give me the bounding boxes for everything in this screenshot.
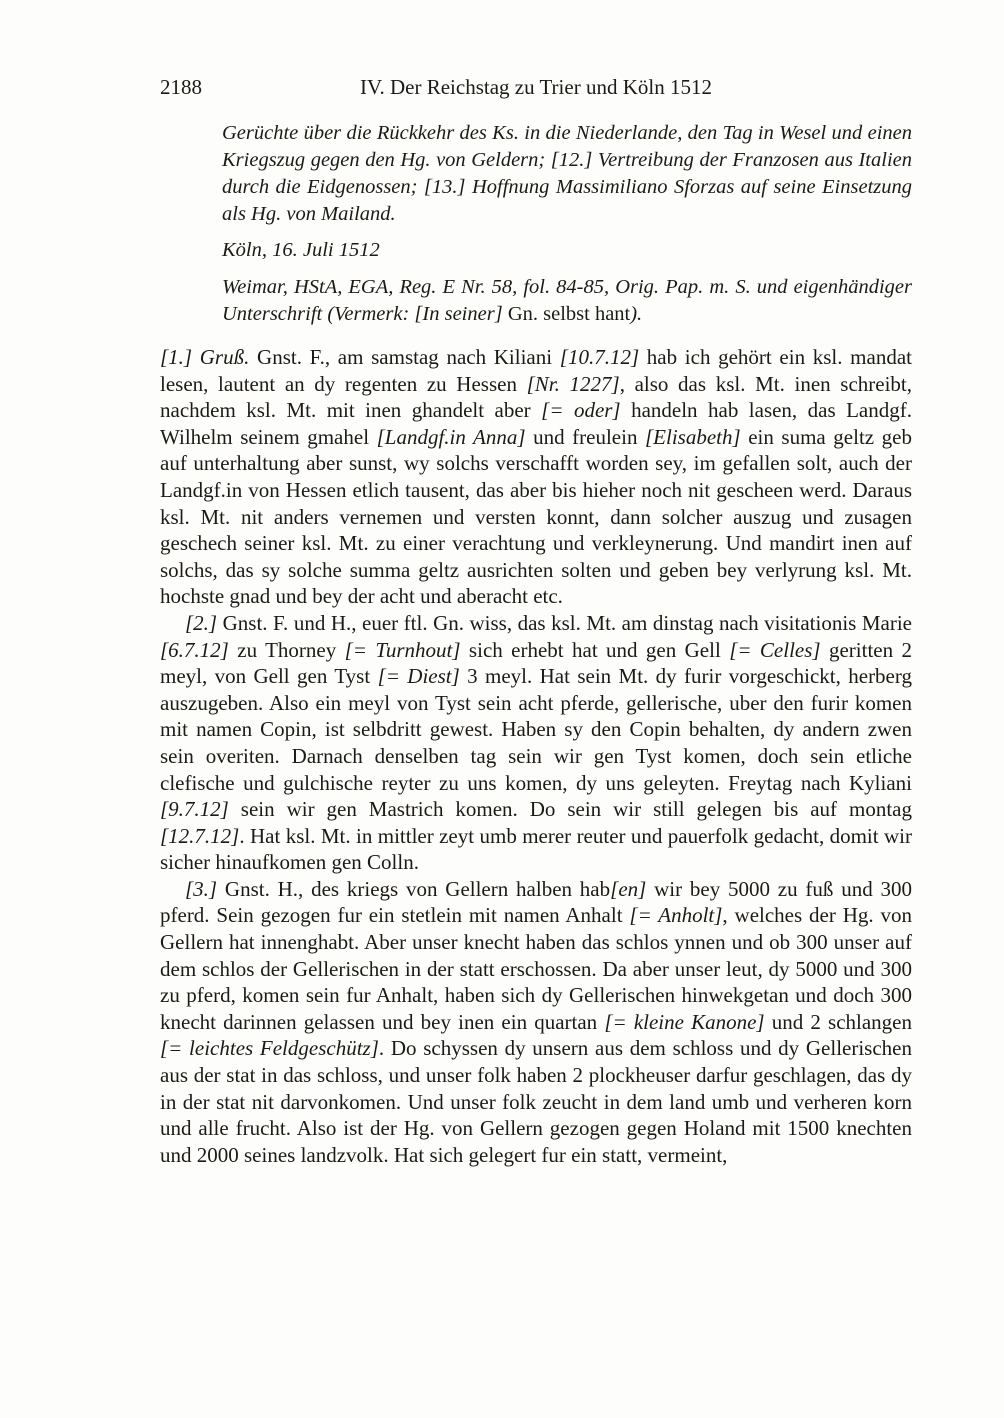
abstract-summary: Gerüchte über die Rückkehr des Ks. in die Niederlande, den Tag in Wesel und einen Kriegszug gegen den Hg. von Geldern; [12.] Vertreibung der Franzosen aus Italien durch die Eidgenossen; [13.] Hoffnung Massimiliano Sforzas auf seine Einsetzung als Hg. von Mailand. [222,122,912,225]
paragraph-2: [2.] Gnst. F. und H., euer ftl. Gn. wiss, das ksl. Mt. am dinstag nach visitationis Marie [6.7.12] zu Thorney [= Turnhout] sich erhebt hat und gen Gell [= Celles] geritten 2 meyl, von Gell gen Tyst [= Diest] 3 meyl. Hat sein Mt. dy furir vorgeschickt, herberg auszugeben. Also ein meyl von Tyst sein acht pferde, gellerische, uber den furir komen mit namen Copin, ist selbdritt gewest. Haben sy den Copin behalten, dy andern zwen sein overiten. Darnach denselben tag sein wir gen Tyst komen, doch sein etliche clefische und gulchische reyter zu uns komen, dy uns geleyten. Freytag nach Kyliani [9.7.12] sein wir gen Mastrich komen. Do sein wir still gelegen bis auf montag [12.7.12]. Hat ksl. Mt. in mittler zeyt umb merer reuter und pauerfolk gedacht, domit wir sicher hinaufkomen gen Colln. [160,610,913,875]
dateline: Köln, 16. Juli 1512 [222,239,380,261]
paragraph-1: [1.] Gruß. Gnst. F., am samstag nach Kiliani [10.7.12] hab ich gehört ein ksl. mandat lesen, lautent an dy regenten zu Hessen [Nr. 1227], also das ksl. Mt. inen schreibt, nachdem ksl. Mt. mit inen ghandelt aber [= oder] handeln hab lasen, das Landgf. Wilhelm seinem gmahel [Landgf.in Anna] und freulein [Elisabeth] ein suma geltz geb auf unterhaltung aber sunst, wy solchs verschafft worden sey, im gefallen solt, auch der Landgf.in von Hessen etlich tausent, das aber bis hieher noch nit gescheen werd. Daraus ksl. Mt. nit anders vernemen und versten konnt, dann solcher auszug und zusagen geschech seiner ksl. Mt. zu einer verachtung und verkleynerung. Und mandirt inen auf solchs, das sy solche summa geltz ausrichten solten und geben bey verlyrung ksl. Mt. hochste gnad und bey der acht und aberacht etc. [160,345,912,609]
paragraph-3: [3.] Gnst. H., des kriegs von Gellern halben hab[en] wir bey 5000 zu fuß und 300 pferd. Sein gezogen fur ein stetlein mit namen Anhalt [= Anholt], welches der Hg. von Gellern hat innenghabt. Aber unser knecht haben das schlos ynnen und ob 300 unser auf dem schlos der Gellerischen in der statt erschossen. Da aber unser leut, dy 5000 und 300 zu pferd, komen sein fur Anhalt, haben sich dy Gellerischen hinwekgetan und doch 300 knecht darinnen gelassen und bey inen ein quartan [= kleine Kanone] und 2 schlangen [= leichtes Feldgeschütz]. Do schyssen dy unsern aus dem schloss und dy Gellerischen aus der stat in das schloss, und unser folk haben 2 plockheuser darfur geschlagen, das dy in der stat nit darvonkomen. Und unser folk zeucht in dem land umb und verheren korn und alle frucht. Also ist der Hg. von Gellern gezogen gegen Holand mit 1500 knechten und 2000 seines landzvolk. Hat sich gelegert fur ein statt, vermeint, [160,876,912,1167]
page-header [160,74,912,102]
page-number: 2188 [160,75,202,99]
running-header: IV. Der Reichstag zu Trier und Köln 1512 [360,75,712,99]
document-body [160,344,912,1168]
document-headnote [222,120,912,328]
source-note: Weimar, HStA, EGA, Reg. E Nr. 58, fol. 84-85, Orig. Pap. m. S. und eigenhändiger Unterschrift (Vermerk: [In seiner] Gn. selbst hant). [222,276,912,325]
